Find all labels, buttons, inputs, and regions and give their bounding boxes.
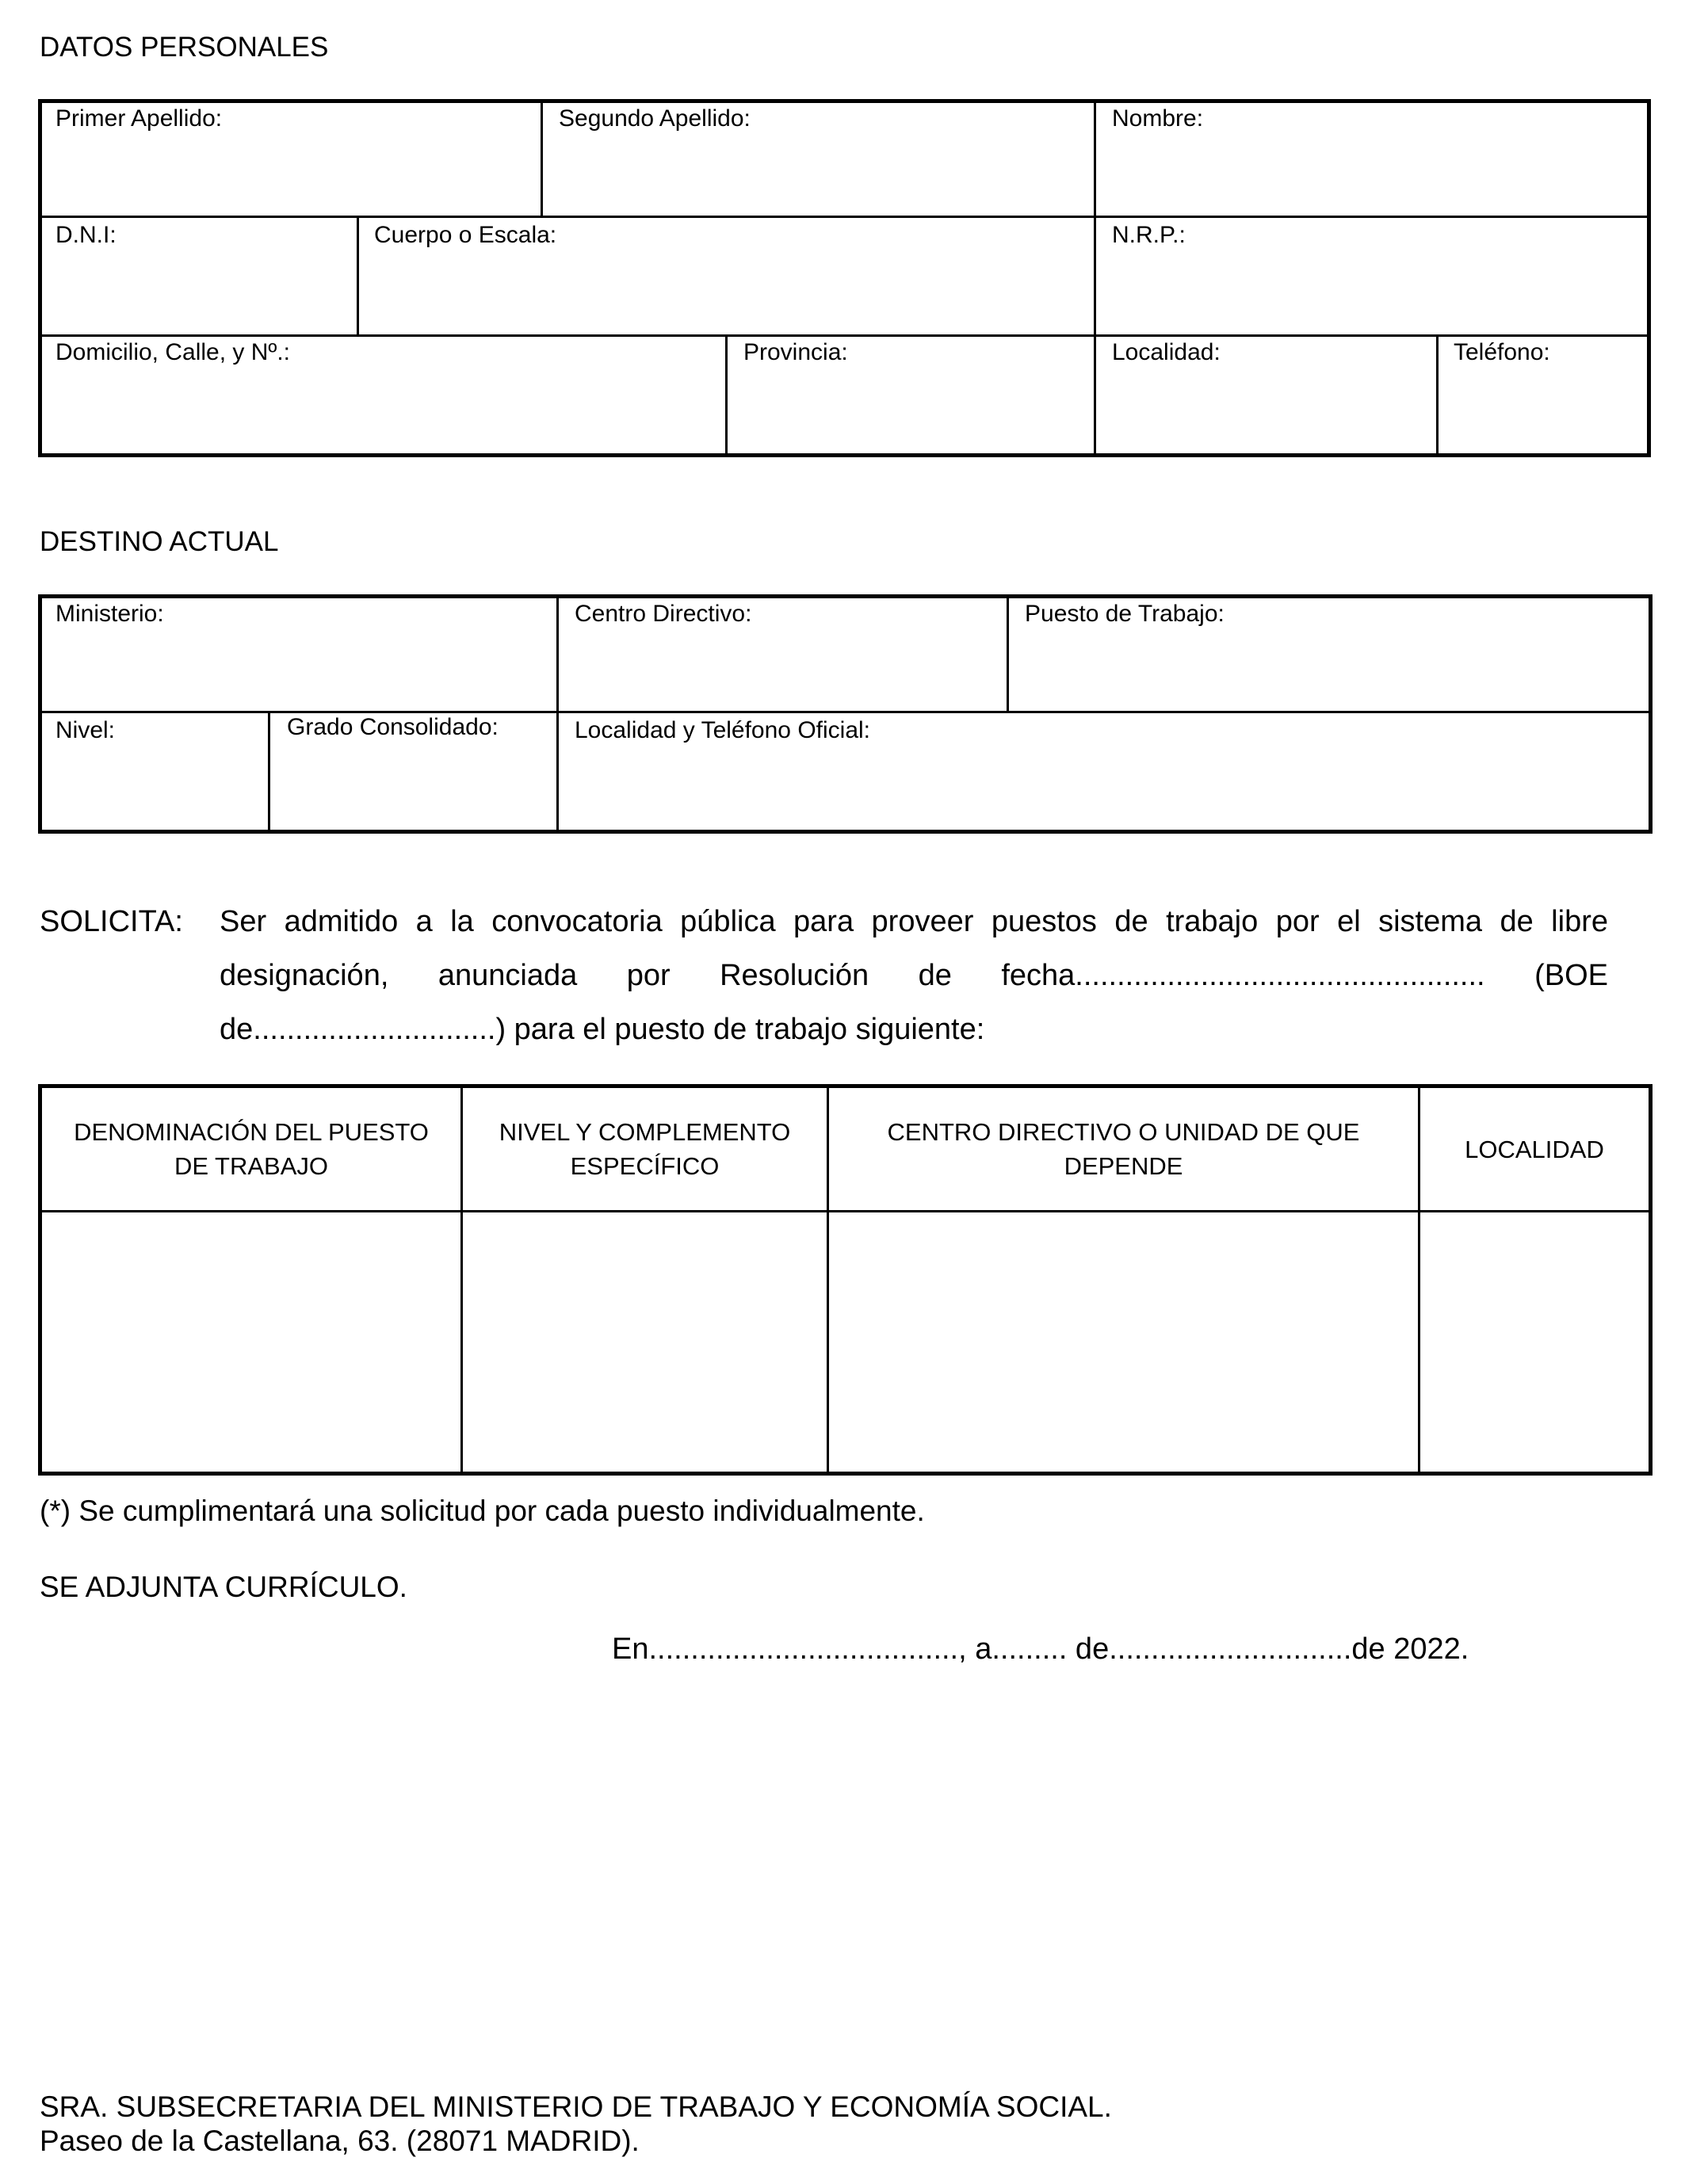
column-header-line: CENTRO DIRECTIVO O UNIDAD DE QUE (887, 1118, 1360, 1146)
solicita-text-line-3: de.............................) para el puesto de trabajo siguiente: (220, 1013, 985, 1046)
date-line: En....................................., a......... de.............................de 2022. (612, 1632, 1469, 1666)
adjunta-text: SE ADJUNTA CURRÍCULO. (40, 1571, 407, 1603)
field-centro-directivo[interactable]: Centro Directivo: (575, 601, 752, 627)
input-cell-localidad[interactable] (1420, 1212, 1649, 1472)
input-cell-denominacion[interactable] (42, 1212, 460, 1472)
section-heading-destino-actual: DESTINO ACTUAL (40, 526, 279, 557)
field-nombre[interactable]: Nombre: (1112, 105, 1204, 132)
field-primer-apellido[interactable]: Primer Apellido: (55, 105, 223, 132)
column-header-line: LOCALIDAD (1465, 1135, 1604, 1163)
field-localidad[interactable]: Localidad: (1112, 339, 1221, 365)
input-cell-centro-directivo[interactable] (829, 1212, 1418, 1472)
solicita-label: SOLICITA: (40, 905, 183, 938)
column-header-line: NIVEL Y COMPLEMENTO (499, 1118, 791, 1146)
col-divider (541, 99, 543, 216)
solicita-text-line-2: designación, anunciada por Resolución de fecha................................................. (BOE (220, 959, 1608, 992)
field-telefono[interactable]: Teléfono: (1454, 339, 1550, 365)
row-divider (38, 216, 1651, 218)
col-divider (1436, 334, 1439, 457)
destino-actual-table (38, 594, 1653, 834)
footer-addressee: SRA. SUBSECRETARIA DEL MINISTERIO DE TRABAJO Y ECONOMÍA SOCIAL. (40, 2090, 1112, 2123)
field-nivel[interactable]: Nivel: (55, 717, 116, 743)
field-dni[interactable]: D.N.I: (55, 222, 117, 248)
column-header-localidad (1420, 1088, 1649, 1210)
column-header-line: ESPECÍFICO (570, 1152, 720, 1180)
column-header-denominacion (42, 1088, 460, 1210)
col-divider (1094, 99, 1096, 457)
col-divider (556, 594, 559, 834)
field-cuerpo-escala[interactable]: Cuerpo o Escala: (374, 222, 557, 248)
field-puesto-trabajo[interactable]: Puesto de Trabajo: (1025, 601, 1225, 627)
field-domicilio[interactable]: Domicilio, Calle, y Nº.: (55, 339, 291, 365)
column-header-line: DENOMINACIÓN DEL PUESTO (74, 1118, 429, 1146)
column-header-nivel-complemento (463, 1088, 827, 1210)
field-grado-consolidado[interactable]: Grado Consolidado: (287, 714, 499, 740)
column-header-line: DE TRABAJO (174, 1152, 329, 1180)
col-divider (357, 216, 359, 336)
column-header-centro-directivo (829, 1088, 1418, 1210)
field-ministerio[interactable]: Ministerio: (55, 601, 164, 627)
col-divider (268, 711, 270, 834)
field-localidad-telefono[interactable]: Localidad y Teléfono Oficial: (575, 717, 871, 743)
field-nrp[interactable]: N.R.P.: (1112, 222, 1186, 248)
row-divider (38, 334, 1651, 337)
col-divider (1007, 594, 1009, 712)
note-text: (*) Se cumplimentará una solicitud por cada puesto individualmente. (40, 1495, 925, 1527)
field-segundo-apellido[interactable]: Segundo Apellido: (559, 105, 751, 132)
datos-personales-table (38, 99, 1651, 457)
row-divider (38, 711, 1653, 713)
input-cell-nivel-complemento[interactable] (463, 1212, 827, 1472)
section-heading-datos-personales: DATOS PERSONALES (40, 32, 329, 63)
column-header-line: DEPENDE (1064, 1152, 1183, 1180)
col-divider (725, 334, 728, 457)
footer-address: Paseo de la Castellana, 63. (28071 MADRID). (40, 2125, 640, 2157)
field-provincia[interactable]: Provincia: (743, 339, 848, 365)
solicita-text-line-1: Ser admitido a la convocatoria pública para proveer puestos de trabajo por el sistema de libre (220, 905, 1608, 938)
